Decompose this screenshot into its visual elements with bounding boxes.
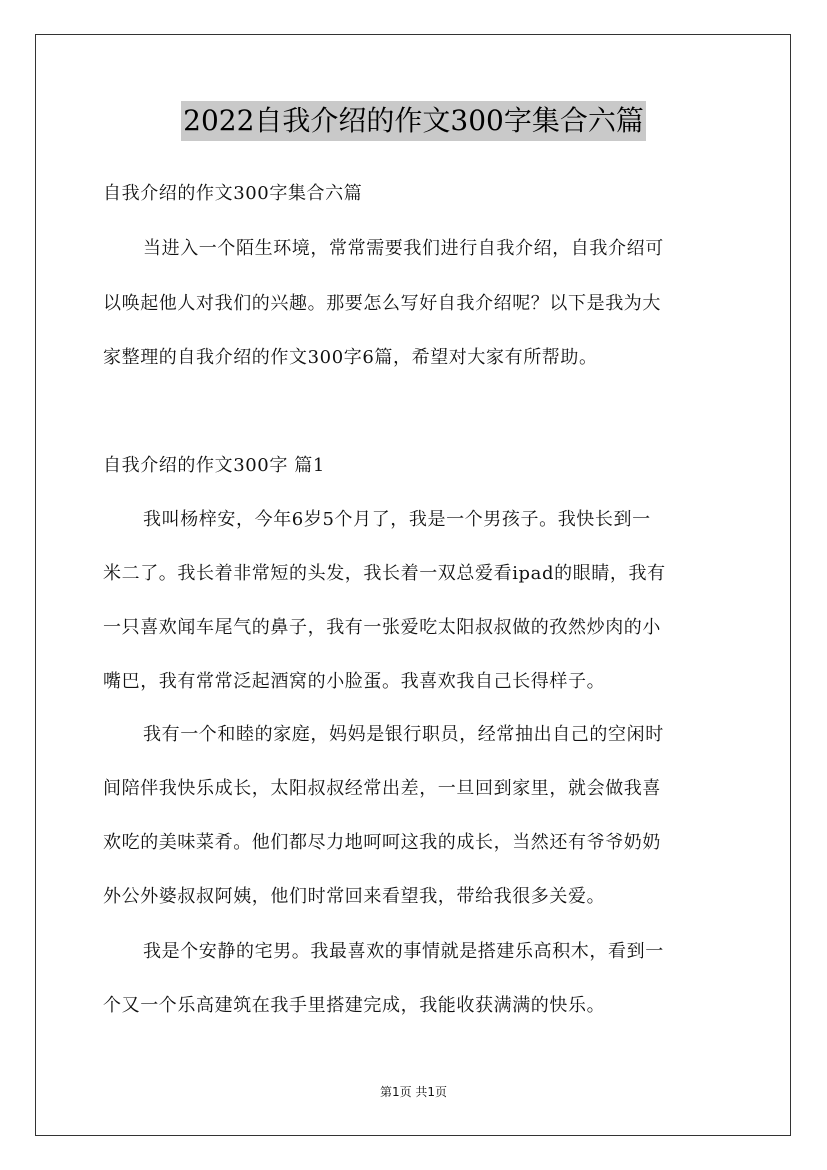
paragraph1-line-1: 我叫杨梓安，今年6岁5个月了，我是一个男孩子。我快长到一 xyxy=(143,509,651,530)
paragraph2-line-2: 间陪伴我快乐成长，太阳叔叔经常出差，一旦回到家里，就会做我喜 xyxy=(103,778,661,799)
document-title: 2022自我介绍的作文300字集合六篇 xyxy=(181,101,646,141)
paragraph2-line-3: 欢吃的美味菜肴。他们都尽力地呵呵这我的成长，当然还有爷爷奶奶 xyxy=(103,832,661,853)
section-heading: 自我介绍的作文300字 篇1 xyxy=(103,455,325,476)
paragraph2-line-1: 我有一个和睦的家庭，妈妈是银行职员，经常抽出自己的空闲时 xyxy=(143,724,664,745)
intro-line-1: 当进入一个陌生环境，常常需要我们进行自我介绍，自我介绍可 xyxy=(143,238,664,259)
page-footer: 第1页 共1页 xyxy=(379,1085,448,1099)
intro-line-2: 以唤起他人对我们的兴趣。那要怎么写好自我介绍呢？以下是我为大 xyxy=(103,293,661,314)
paragraph1-line-2: 米二了。我长着非常短的头发，我长着一双总爱看ipad的眼睛，我有 xyxy=(103,563,666,584)
document-subtitle: 自我介绍的作文300字集合六篇 xyxy=(103,183,363,204)
paragraph3-line-1: 我是个安静的宅男。我最喜欢的事情就是搭建乐高积木，看到一 xyxy=(143,941,664,962)
paragraph2-line-4: 外公外婆叔叔阿姨，他们时常回来看望我，带给我很多关爱。 xyxy=(103,886,606,907)
paragraph1-line-3: 一只喜欢闻车尾气的鼻子，我有一张爱吃太阳叔叔做的孜然炒肉的小 xyxy=(103,617,661,638)
paragraph1-line-4: 嘴巴，我有常常泛起酒窝的小脸蛋。我喜欢我自己长得样子。 xyxy=(103,671,606,692)
paragraph3-line-2: 个又一个乐高建筑在我手里搭建完成，我能收获满满的快乐。 xyxy=(103,995,606,1016)
title-container xyxy=(0,101,827,141)
intro-line-3: 家整理的自我介绍的作文300字6篇，希望对大家有所帮助。 xyxy=(103,347,598,368)
